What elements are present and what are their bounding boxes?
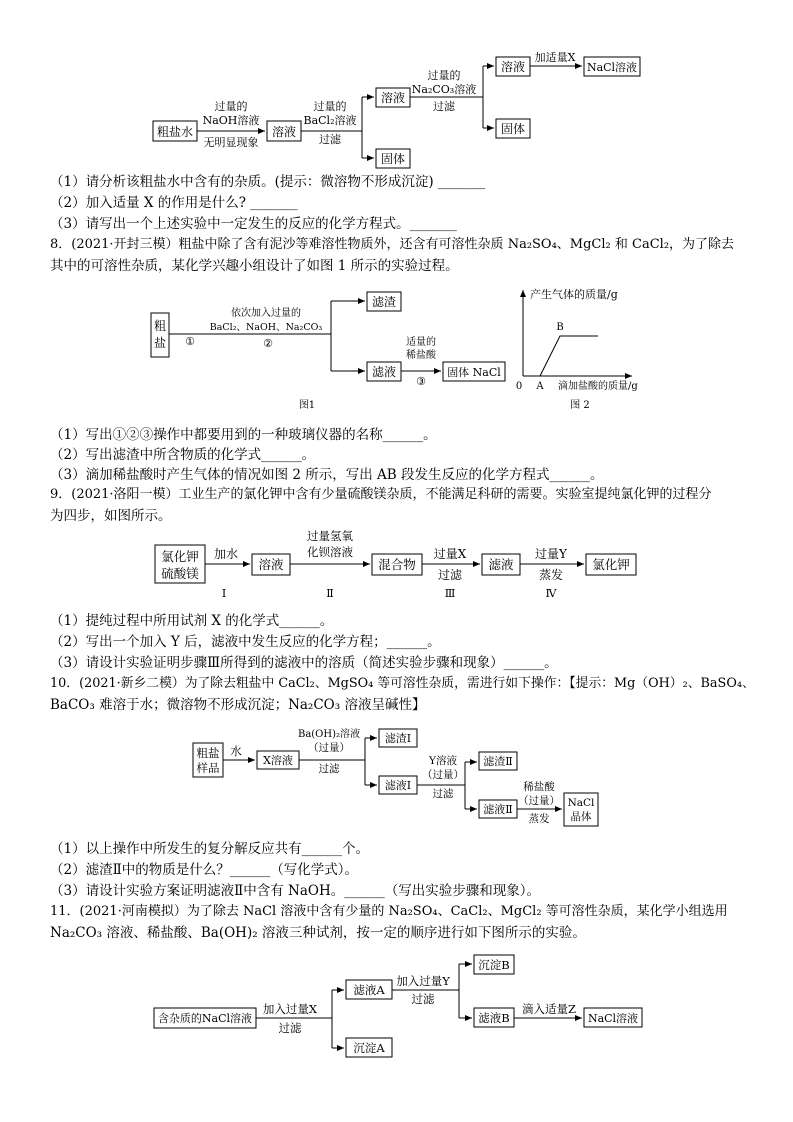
- step-1-marker: ①: [185, 335, 195, 348]
- q9-sub-1: （1）提纯过程中所用试剂 X 的化学式______。: [50, 613, 334, 629]
- arrow-baoh2-label-3: 过滤: [318, 763, 340, 775]
- box-x-solution-label: X溶液: [263, 754, 293, 767]
- arrow-hcl-label-3: 蒸发: [528, 813, 550, 825]
- gas-curve: [540, 336, 598, 376]
- box-kcl-label: 氯化钾: [592, 557, 630, 572]
- q8-intro-2: 其中的可溶性杂质，某化学兴趣小组设计了如图 1 所示的实验过程。: [50, 258, 459, 274]
- q8-sub-2: （2）写出滤渣中所含物质的化学式______。: [50, 447, 316, 463]
- step-2-marker: ②: [263, 337, 273, 350]
- arrow-y-label-2: 蒸发: [538, 568, 564, 582]
- diagram-q7: [153, 50, 640, 168]
- box-crude-sample-label-1: 粗盐: [196, 746, 220, 760]
- arrow-baoh2-label-1: Ba(OH)₂溶液: [297, 729, 361, 740]
- arrow-baoh-label-2: 化钡溶液: [307, 545, 353, 559]
- step-3-marker: ③: [416, 375, 426, 388]
- step-i-marker: Ⅰ: [221, 587, 227, 600]
- box-solution-3-label: 溶液: [500, 60, 526, 74]
- graph-point-a: A: [536, 381, 544, 392]
- arrow-na2co3-label-1: 过量的: [427, 69, 461, 82]
- arrow-na2co3-label-2: Na₂CO₃溶液: [411, 83, 477, 96]
- box-mixture-label: 混合物: [378, 557, 416, 572]
- box-filtrate-9-label: 滤液: [488, 557, 514, 572]
- arrow-x-label-1: 过量X: [433, 547, 467, 561]
- box-solution-1-label: 溶液: [271, 125, 297, 139]
- box-filtrate-ii-label: 滤液Ⅱ: [483, 803, 513, 816]
- box-nacl-solution-label: NaCl溶液: [586, 61, 638, 74]
- arrow-baoh2-label-2: （过量）: [308, 742, 350, 754]
- q8-sub-1: （1）写出①②③操作中都要用到的一种玻璃仪器的名称______。: [50, 427, 437, 443]
- q10-sub-2: （2）滤渣Ⅱ中的物质是什么？______（写化学式）。: [50, 862, 359, 878]
- q7-sub-1: （1）请分析该粗盐水中含有的杂质。(提示：微溶物不形成沉淀) _______: [50, 174, 486, 190]
- q11-intro-1: 11．(2021·河南模拟）为了除去 NaCl 溶液中含有少量的 Na₂SO₄、CaCl₂、MgCl₂ 等可溶性杂质，某化学小组选用: [50, 904, 728, 919]
- diagram-q9: [155, 529, 636, 600]
- box-filtrate-label: 滤液: [371, 365, 397, 379]
- q8-intro-1: 8．(2021·开封三模）粗盐中除了含有泥沙等难溶性物质外，还含有可溶性杂质 Na₂SO₄、MgCl₂ 和 CaCl₂，为了除去: [50, 237, 735, 252]
- box-solid-1-label: 固体: [380, 152, 406, 166]
- diagram-q11: [154, 955, 642, 1057]
- arrow-water-label: 加水: [213, 547, 239, 561]
- q7-sub-2: （2）加入适量 X 的作用是什么? _______: [50, 195, 298, 211]
- box-residue-i-label: 滤渣Ⅰ: [384, 732, 412, 745]
- figure-1-caption: 图1: [298, 400, 316, 411]
- box-kcl-mgso4-label-1: 氯化钾: [161, 549, 199, 564]
- box-crude-salt-label-1: 粗: [153, 319, 167, 333]
- arrow-y-solution-label-3: 过滤: [432, 788, 454, 800]
- figure-2-caption: 图 2: [570, 400, 590, 411]
- box-filtrate-a-label: 滤液A: [353, 983, 385, 997]
- diagram-q8-fig2: [516, 287, 639, 411]
- box-crude-brine-label: 粗盐水: [156, 125, 194, 139]
- box-solid-2-label: 固体: [500, 122, 526, 136]
- arrow-hcl-label-1: 稀盐酸: [523, 781, 555, 793]
- graph-origin: 0: [515, 381, 523, 392]
- arrow-x-label: 加适量X: [534, 51, 576, 64]
- arrow-naoh-label-3: 无明显现象: [203, 136, 259, 149]
- arrow-naoh-label-1: 过量的: [214, 100, 248, 113]
- box-solution-2-label: 溶液: [380, 91, 406, 105]
- arrow-acid-label-2: 稀盐酸: [406, 350, 436, 361]
- diagram-q8-fig1: [151, 292, 505, 411]
- q9-sub-2: （2）写出一个加入 Y 后，滤液中发生反应的化学方程；______。: [50, 634, 441, 650]
- box-filtrate-b-label: 滤液B: [478, 1011, 510, 1025]
- arrow-y11-label-2: 过滤: [411, 992, 435, 1006]
- q9-intro-2: 为四步，如图所示。: [50, 508, 172, 524]
- box-crude-salt-label-2: 盐: [153, 336, 167, 350]
- arrow-naoh-label-2: NaOH溶液: [202, 114, 260, 127]
- q9-sub-3: （3）请设计实验证明步骤Ⅲ所得到的滤液中的溶质（简述实验步骤和现象）______。: [50, 655, 558, 671]
- step-iv-marker: Ⅳ: [545, 587, 557, 600]
- arrow-water-label-10: 水: [230, 744, 242, 758]
- arrow-bacl2-label-3: 过滤: [319, 133, 341, 146]
- box-residue-label: 滤渣: [371, 295, 397, 309]
- box-nacl-solution-11-label: NaCl溶液: [587, 1012, 639, 1025]
- step-iii-marker: Ⅲ: [444, 587, 456, 600]
- q10-intro-1: 10．(2021·新乡二模）为了除去粗盐中 CaCl₂、MgSO₄ 等可溶性杂质，需进行如下操作：【提示：Mg（OH）₂、BaSO₄、: [50, 676, 755, 691]
- arrow-na2co3-label-3: 过滤: [433, 100, 455, 113]
- q7-sub-3: （3）请写出一个上述实验中一定发生的反应的化学方程式。_______: [50, 216, 457, 232]
- arrow-y-solution-label-2: （过量）: [422, 769, 464, 781]
- q10-sub-1: （1）以上操作中所发生的复分解反应共有______个。: [50, 841, 370, 857]
- box-solution-label: 溶液: [258, 557, 284, 572]
- box-precipitate-b-label: 沉淀B: [478, 958, 510, 972]
- q10-intro-2: BaCO₃ 难溶于水；微溶物不形成沉淀；Na₂CO₃ 溶液呈碱性】: [50, 697, 426, 713]
- arrow-bacl2-label-2: BaCl₂溶液: [303, 114, 357, 127]
- graph-x-label: 滴加盐酸的质量/g: [558, 381, 638, 392]
- q11-intro-2: Na₂CO₃ 溶液、稀盐酸、Ba(OH)₂ 溶液三种试剂，按一定的顺序进行如下图所示的实验。: [50, 925, 586, 941]
- arrow-y-label-1: 过量Y: [535, 547, 567, 561]
- q9-intro-1: 9．(2021·洛阳一模）工业生产的氯化钾中含有少量硫酸镁杂质，不能满足科研的需要。实验室提纯氯化钾的过程分: [50, 487, 712, 502]
- box-filtrate-i-label: 滤液Ⅰ: [384, 779, 412, 792]
- arrow-reagents-label-1: 依次加入过量的: [231, 308, 301, 319]
- box-nacl-crystal-label-2: 晶体: [570, 811, 592, 823]
- step-ii-marker: Ⅱ: [326, 587, 334, 600]
- box-kcl-mgso4-label-2: 硫酸镁: [161, 566, 199, 581]
- box-solid-nacl-label: 固体 NaCl: [447, 366, 501, 379]
- graph-point-b: B: [556, 322, 564, 333]
- graph-y-label: 产生气体的质量/g: [530, 288, 618, 301]
- arrow-hcl-label-2: （过量）: [518, 795, 560, 807]
- arrow-y-solution-label-1: Y溶液: [429, 755, 457, 767]
- box-precipitate-a-label: 沉淀A: [353, 1041, 385, 1055]
- arrow-x11-label-2: 过滤: [278, 1021, 302, 1035]
- arrow-x11-label-1: 加入过量X: [262, 1002, 318, 1016]
- q8-sub-3: （3）滴加稀盐酸时产生气体的情况如图 2 所示，写出 AB 段发生反应的化学方程式______。: [50, 467, 604, 483]
- arrow-acid-label-1: 适量的: [406, 337, 436, 348]
- q10-sub-3: （3）请设计实验方案证明滤液Ⅱ中含有 NaOH。______（写出实验步骤和现象）。: [50, 883, 541, 899]
- arrow-y11-label-1: 加入过量Y: [396, 974, 450, 988]
- arrow-z-label: 滴入适量Z: [522, 1002, 576, 1016]
- box-crude-sample-label-2: 样品: [196, 761, 220, 775]
- arrow-reagents-label-2: BaCl₂、NaOH、Na₂CO₃: [209, 322, 323, 333]
- arrow-x-label-2: 过滤: [437, 568, 463, 582]
- diagram-q10: [193, 727, 598, 826]
- box-impure-nacl-label: 含杂质的NaCl溶液: [157, 1012, 253, 1025]
- arrow-bacl2-label-1: 过量的: [313, 100, 347, 113]
- box-residue-ii-label: 滤渣Ⅱ: [483, 755, 513, 768]
- box-nacl-crystal-label-1: NaCl: [567, 797, 595, 809]
- arrow-baoh-label-1: 过量氢氧: [307, 529, 353, 543]
